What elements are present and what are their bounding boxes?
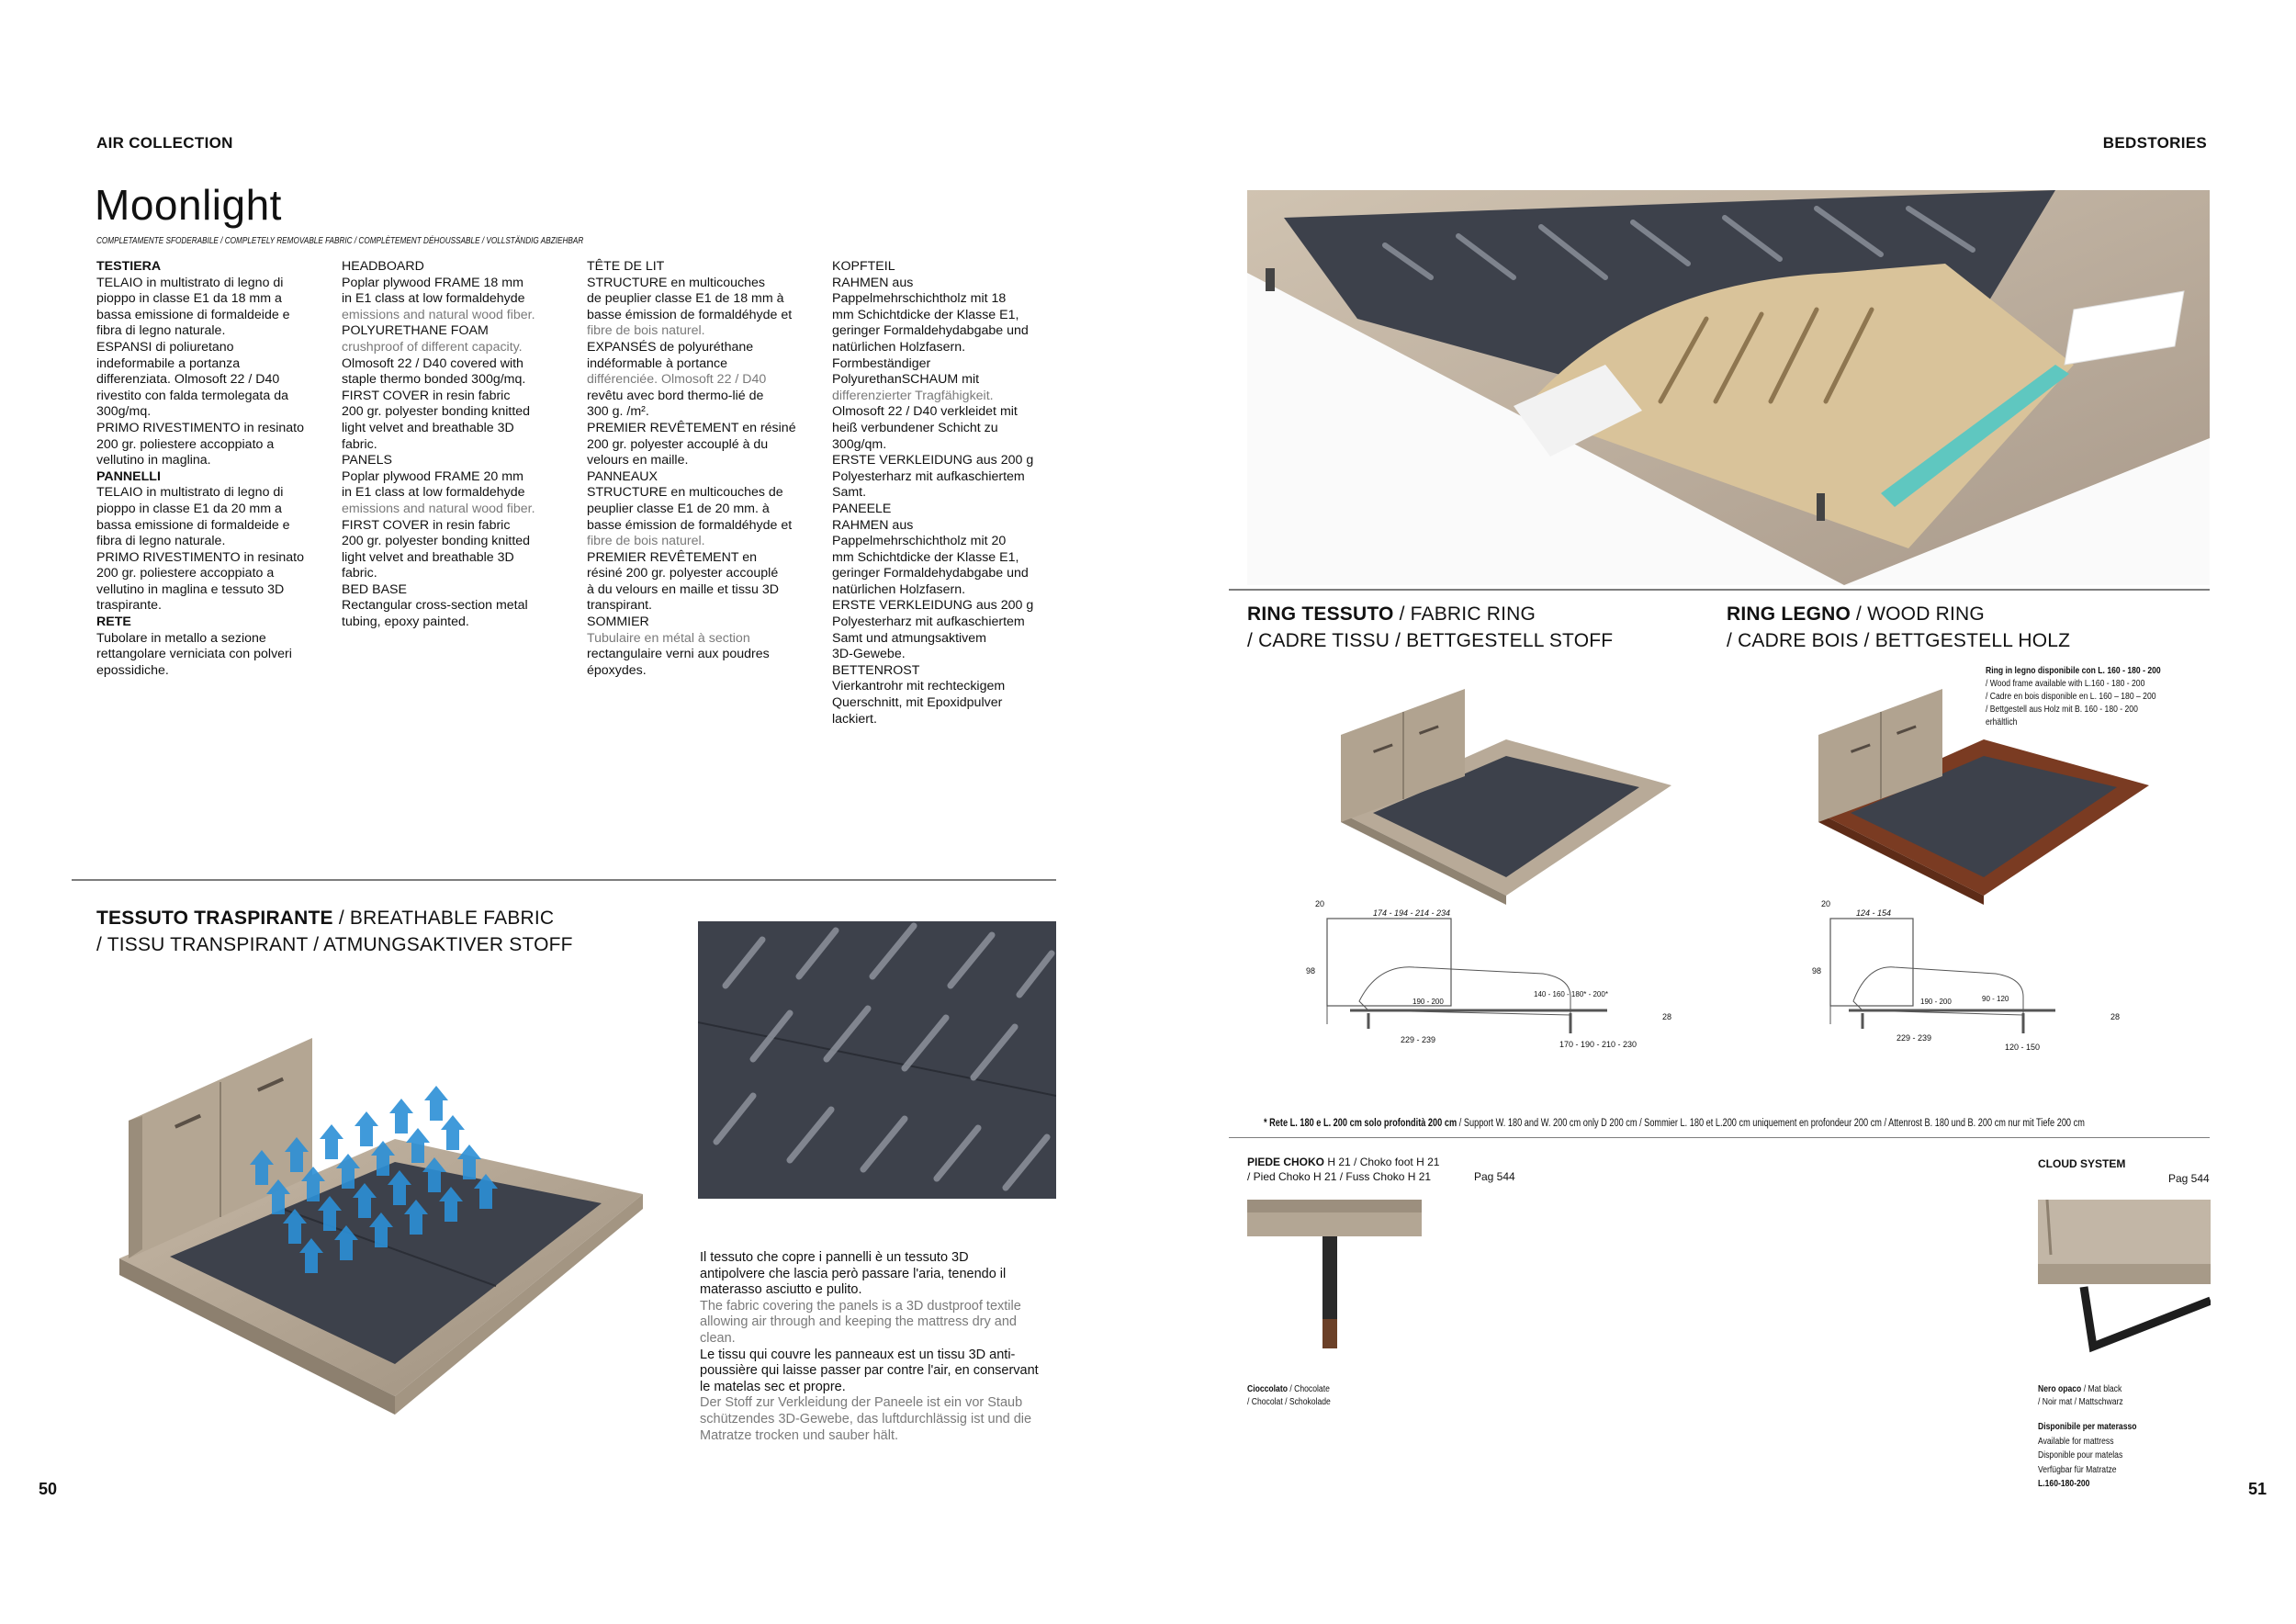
spec-line: résiné 200 gr. polyester accouplé <box>587 566 779 581</box>
spec-line: fibre de bois naturel. <box>587 323 705 339</box>
spec-line: mm Schichtdicke der Klasse E1, <box>832 307 1019 322</box>
spec-line: 300g/qm. <box>832 436 887 452</box>
spec-line: ERSTE VERKLEIDUNG aus 200 g <box>832 453 1034 468</box>
spec-line: transpirant. <box>587 598 652 614</box>
fabric-ring-title: RING TESSUTO / FABRIC RING / CADRE TISSU / BETTGESTELL STOFF <box>1247 603 1614 651</box>
spec-line: fabric. <box>342 436 377 452</box>
spec-line: époxydes. <box>587 662 647 678</box>
spec-line: Querschnitt, mit Epoxidpulver <box>832 695 1003 711</box>
spec-line: indéformable à portance <box>587 355 728 371</box>
spec-line: traspirante. <box>96 598 162 614</box>
spec-line: pioppo in classe E1 da 18 mm a <box>96 291 282 307</box>
spec-line: PREMIER REVÊTEMENT en <box>587 549 758 565</box>
fabric-description-line: le matelas sec et propre. <box>700 1379 846 1394</box>
page-number-left: 50 <box>39 1480 58 1498</box>
spec-line: Rectangular cross-section metal <box>342 598 528 614</box>
bed-breathable-image <box>92 983 661 1442</box>
fabric-ring-bed-illustration <box>1322 684 1681 905</box>
spec-line: STRUCTURE en multicouches de <box>587 485 783 501</box>
airflow-arrow-icon <box>422 1157 446 1192</box>
spec-line: revêtu avec bord thermo-lié de <box>587 388 764 403</box>
airflow-arrow-icon <box>424 1086 448 1121</box>
fabric-description-line: antipolvere che lascia però passare l'aria, tenendo il <box>700 1266 1007 1281</box>
accessories-divider <box>1229 1137 2210 1138</box>
choko-foot-image <box>1247 1200 1422 1374</box>
fabric-description-line: schützendes 3D-Gewebe, das luftdurchlässig ist und die <box>700 1411 1032 1427</box>
airflow-arrow-icon <box>388 1170 411 1205</box>
dim-foot: 28 <box>2110 1012 2121 1021</box>
spec-line: FIRST COVER in resin fabric <box>342 517 511 533</box>
spec-line: differenzierter Tragfähigkeit. <box>832 388 994 403</box>
airflow-arrow-icon <box>457 1145 481 1179</box>
spec-line: BED BASE <box>342 581 407 597</box>
left-section-divider <box>72 879 1056 881</box>
airflow-arrows <box>92 983 661 1442</box>
dim-height: 98 <box>1306 966 1316 976</box>
airflow-arrow-icon <box>355 1111 378 1146</box>
airflow-arrow-icon <box>474 1174 498 1209</box>
dim-total: 170 - 190 - 210 - 230 <box>1559 1040 1638 1049</box>
spec-line: bassa emissione di formaldeide e <box>96 517 290 533</box>
spec-line: TÊTE DE LIT <box>587 259 665 274</box>
spec-line: bassa emissione di formaldeide e <box>96 307 290 322</box>
spec-line: RAHMEN aus <box>832 517 914 533</box>
spec-line: heiß verbundener Schicht zu <box>832 420 998 435</box>
choko-foot-page-ref: Pag 544 <box>1474 1170 1515 1183</box>
dim-height: 98 <box>1812 966 1822 976</box>
spec-line: TELAIO in multistrato di legno di <box>96 275 284 290</box>
spec-line: rettangolare verniciata con polveri <box>96 647 292 662</box>
fabric-description-line: Il tessuto che copre i pannelli è un tessuto 3D <box>700 1250 969 1265</box>
spec-line: vellutino in maglina e tessuto 3D <box>96 581 285 597</box>
spec-line: geringer Formaldehydabgabe und <box>832 566 1029 581</box>
spec-line: in E1 class at low formaldehyde <box>342 291 525 307</box>
spec-line: natürlichen Holzfasern. <box>832 581 966 597</box>
spec-line: mm Schichtdicke der Klasse E1, <box>832 549 1019 565</box>
spec-line: 200 gr. polyester bonding knitted <box>342 404 531 420</box>
fabric-description-line: Le tissu qui couvre les panneaux est un tissu 3D anti- <box>700 1347 1016 1362</box>
fabric-closeup-image <box>698 921 1056 1199</box>
airflow-arrow-icon <box>439 1187 463 1222</box>
spec-line: vellutino in maglina. <box>96 453 211 468</box>
spec-line: Samt. <box>832 485 867 501</box>
spec-line: PANNELLI <box>96 468 161 484</box>
spec-line: indeformabile a portanza <box>96 355 241 371</box>
spec-line: RAHMEN aus <box>832 275 914 290</box>
airflow-arrow-icon <box>285 1137 309 1172</box>
spec-line: fabric. <box>342 566 377 581</box>
spec-line: peuplier classe E1 de 20 mm. à <box>587 501 770 516</box>
airflow-arrow-icon <box>336 1154 360 1189</box>
spec-line: basse émission de formaldéhyde et <box>587 307 793 322</box>
spec-line: 200 gr. polyester accouplé à du <box>587 436 769 452</box>
spec-column-italian <box>96 259 317 679</box>
fabric-description-line: clean. <box>700 1330 736 1346</box>
spec-line: Poplar plywood FRAME 20 mm <box>342 468 523 484</box>
dim-width: 124 - 154 <box>1856 908 1892 918</box>
dim-length: 229 - 239 <box>1896 1033 1932 1043</box>
spec-column-english <box>342 259 562 631</box>
spec-line: 200 gr. poliestere accoppiato a <box>96 436 275 452</box>
airflow-arrow-icon <box>441 1115 465 1150</box>
airflow-arrow-icon <box>371 1141 395 1176</box>
spec-line: différenciée. Olmosoft 22 / D40 <box>587 372 767 388</box>
construction-detail-image <box>1247 190 2210 585</box>
page-number-right: 51 <box>2248 1480 2268 1498</box>
fabric-ring-dimension-drawing <box>1304 896 1690 1061</box>
spec-line: Olmosoft 22 / D40 verkleidet mit <box>832 404 1018 420</box>
airflow-arrow-icon <box>283 1209 307 1244</box>
dim-base: 90 - 120 <box>1982 995 2009 1003</box>
dim-length: 229 - 239 <box>1401 1035 1436 1044</box>
spec-line: PANEELE <box>832 501 892 516</box>
spec-line: 300 g. /m². <box>587 404 649 420</box>
spec-line: Pappelmehrschichtholz mit 20 <box>832 534 1007 549</box>
spec-line: TESTIERA <box>96 259 162 274</box>
spec-line: pioppo in classe E1 da 20 mm a <box>96 501 282 516</box>
perforated-panel-texture <box>698 921 1056 1199</box>
dim-base: 140 - 160 - 180* - 200* <box>1534 990 1608 998</box>
spec-line: differenziata. Olmosoft 22 / D40 <box>96 372 280 388</box>
spec-line: 200 gr. poliestere accoppiato a <box>96 566 275 581</box>
spec-line: Olmosoft 22 / D40 covered with <box>342 355 523 371</box>
fabric-ring-bed-image <box>1322 684 1681 905</box>
spec-line: PREMIER REVÊTEMENT en résiné <box>587 420 796 435</box>
base-footnote: * Rete L. 180 e L. 200 cm solo profondità 200 cm / Support W. 180 and W. 200 cm only D 200 cm / Sommier L. 180 et L.200 cm uniquement en profondeur 200 cm / Attenrost B. 180 und B. 200 cm nur mit Tiefe 200 cm <box>1264 1118 2085 1129</box>
choko-foot-caption: Cioccolato / Chocolate / Chocolat / Schokolade <box>1247 1384 1331 1407</box>
spec-line: STRUCTURE en multicouches <box>587 275 765 290</box>
airflow-arrow-icon <box>250 1150 274 1185</box>
spec-line: light velvet and breathable 3D <box>342 420 514 435</box>
spec-line: epossidiche. <box>96 662 169 678</box>
fabric-description <box>700 1250 1067 1444</box>
cloud-system-caption: Nero opaco / Mat black / Noir mat / Mattschwarz <box>2038 1384 2123 1407</box>
spec-line: ERSTE VERKLEIDUNG aus 200 g <box>832 598 1034 614</box>
spec-line: 3D-Gewebe. <box>832 647 906 662</box>
fabric-description-line: materasso asciutto e pulito. <box>700 1282 862 1298</box>
spec-line: light velvet and breathable 3D <box>342 549 514 565</box>
spec-line: fibra di legno naturale. <box>96 534 226 549</box>
dim-top: 20 <box>1315 899 1325 908</box>
spec-line: rivestito con falda termolegata da <box>96 388 288 403</box>
product-subtitle: COMPLETAMENTE SFODERABILE / COMPLETELY REMOVABLE FABRIC / COMPLÈTEMENT DÉHOUSSABLE / VOLLSTÄNDIG ABZIEHBAR <box>96 236 584 246</box>
fabric-section-title: TESSUTO TRASPIRANTE / BREATHABLE FABRIC / TISSU TRANSPIRANT / ATMUNGSAKTIVER STOFF <box>96 908 573 955</box>
spec-line: PANNEAUX <box>587 468 658 484</box>
spec-line: PRIMO RIVESTIMENTO in resinato <box>96 549 305 565</box>
fabric-description-line: allowing air through and keeping the mattress dry and <box>700 1314 1017 1330</box>
airflow-arrow-icon <box>369 1212 393 1247</box>
spec-line: EXPANSÉS de polyuréthane <box>587 339 754 355</box>
airflow-arrow-icon <box>299 1238 323 1273</box>
airflow-arrow-icon <box>320 1124 343 1159</box>
wood-ring-title: RING LEGNO / WOOD RING / CADRE BOIS / BETTGESTELL HOLZ <box>1727 603 2071 651</box>
layered-structure-cutaway <box>1247 190 2210 585</box>
product-title: Moonlight <box>95 181 282 229</box>
spec-line: POLYURETHANE FOAM <box>342 323 489 339</box>
spec-line: KOPFTEIL <box>832 259 895 274</box>
spec-line: in E1 class at low formaldehyde <box>342 485 525 501</box>
spec-line: ESPANSI di poliuretano <box>96 339 234 355</box>
spec-line: de peuplier classe E1 de 18 mm à <box>587 291 784 307</box>
spec-line: basse émission de formaldéhyde et <box>587 517 793 533</box>
airflow-arrow-icon <box>318 1196 342 1231</box>
spec-line: FIRST COVER in resin fabric <box>342 388 511 403</box>
dim-mattress: 190 - 200 <box>1920 998 1952 1006</box>
spec-column-french <box>587 259 807 679</box>
spec-line: RETE <box>96 615 131 630</box>
cloud-system-availability: Disponibile per materasso Available for mattress Disponible pour matelas Verfügbar für Matratze L.160-180-200 <box>2038 1422 2137 1489</box>
spec-line: BETTENROST <box>832 662 920 678</box>
spec-line: à du velours en maille et tissu 3D <box>587 581 779 597</box>
collection-header: AIR COLLECTION <box>96 134 233 152</box>
spec-line: Tubulaire en métal à section <box>587 630 750 646</box>
airflow-arrow-icon <box>353 1183 377 1218</box>
spec-line: geringer Formaldehydabgabe und <box>832 323 1029 339</box>
spec-line: Vierkantrohr mit rechteckigem <box>832 679 1006 694</box>
spec-line: fibra di legno naturale. <box>96 323 226 339</box>
spec-line: rectangulaire verni aux poudres <box>587 647 770 662</box>
dim-mattress: 190 - 200 <box>1412 998 1444 1006</box>
spec-line: emissions and natural wood fiber. <box>342 501 535 516</box>
spec-line: Formbeständiger <box>832 355 931 371</box>
right-section-divider <box>1229 589 2210 591</box>
spec-line: Tubolare in metallo a sezione <box>96 630 266 646</box>
spec-line: staple thermo bonded 300g/mq. <box>342 372 526 388</box>
spec-line: Pappelmehrschichtholz mit 18 <box>832 291 1007 307</box>
cloud-system-page-ref: Pag 544 <box>2168 1172 2210 1185</box>
spec-line: Samt und atmungsaktivem <box>832 630 986 646</box>
spec-line: tubing, epoxy painted. <box>342 615 469 630</box>
airflow-arrow-icon <box>389 1099 413 1133</box>
spec-line: HEADBOARD <box>342 259 424 274</box>
airflow-arrow-icon <box>301 1167 325 1201</box>
spec-line: TELAIO in multistrato di legno di <box>96 485 284 501</box>
spec-line: emissions and natural wood fiber. <box>342 307 535 322</box>
airflow-arrow-icon <box>266 1179 290 1214</box>
cloud-system-image <box>2038 1200 2211 1374</box>
fabric-description-line: The fabric covering the panels is a 3D dustproof textile <box>700 1298 1021 1314</box>
dim-top: 20 <box>1821 899 1831 908</box>
spec-line: fibre de bois naturel. <box>587 534 705 549</box>
brand-header: BEDSTORIES <box>2102 134 2207 152</box>
wood-ring-bed-image <box>1800 684 2158 905</box>
spec-line: natürlichen Holzfasern. <box>832 339 966 355</box>
spec-line: PolyurethanSCHAUM mit <box>832 372 980 388</box>
fabric-description-line: Der Stoff zur Verkleidung der Paneele ist ein vor Staub <box>700 1395 1023 1411</box>
wood-ring-availability-note: Ring in legno disponibile con L. 160 - 180 - 200 / Wood frame available with L.160 - 180 - 200 / Cadre en bois disponible en L. 160 – 180 – 200 / Bettgestell aus Holz mit B. 160 - 180 - 200 erhältlich <box>1986 666 2161 727</box>
spec-line: lackiert. <box>832 711 877 727</box>
airflow-arrow-icon <box>404 1200 428 1235</box>
spec-line: 200 gr. polyester bonding knitted <box>342 534 531 549</box>
wood-ring-bed-illustration <box>1800 684 2158 905</box>
spec-line: PANELS <box>342 453 392 468</box>
spec-line: velours en maille. <box>587 453 689 468</box>
spec-line: crushproof of different capacity. <box>342 339 523 355</box>
spec-line: 300g/mq. <box>96 404 152 420</box>
airflow-arrow-group <box>92 983 661 1442</box>
fabric-description-line: poussière qui laisse passer par contre l'air, en conservant <box>700 1363 1039 1379</box>
dim-total: 120 - 150 <box>2005 1043 2041 1052</box>
spec-line: PRIMO RIVESTIMENTO in resinato <box>96 420 305 435</box>
choko-foot-title: PIEDE CHOKO H 21 / Choko foot H 21 / Pied Choko H 21 / Fuss Choko H 21 <box>1247 1156 1440 1183</box>
spec-line: SOMMIER <box>587 615 649 630</box>
airflow-arrow-icon <box>406 1128 430 1163</box>
spec-line: Poplar plywood FRAME 18 mm <box>342 275 523 290</box>
dim-foot: 28 <box>1662 1012 1672 1021</box>
spec-line: Polyesterharz mit aufkaschiertem <box>832 615 1025 630</box>
airflow-arrow-icon <box>334 1225 358 1260</box>
spec-line: Polyesterharz mit aufkaschiertem <box>832 468 1025 484</box>
spec-column-german <box>832 259 1052 727</box>
cloud-system-title: CLOUD SYSTEM <box>2038 1157 2126 1170</box>
dim-width: 174 - 194 - 214 - 234 <box>1373 908 1451 918</box>
wood-ring-dimension-drawing <box>1812 896 2143 1061</box>
fabric-description-line: Matratze trocken und sauber hält. <box>700 1427 899 1443</box>
